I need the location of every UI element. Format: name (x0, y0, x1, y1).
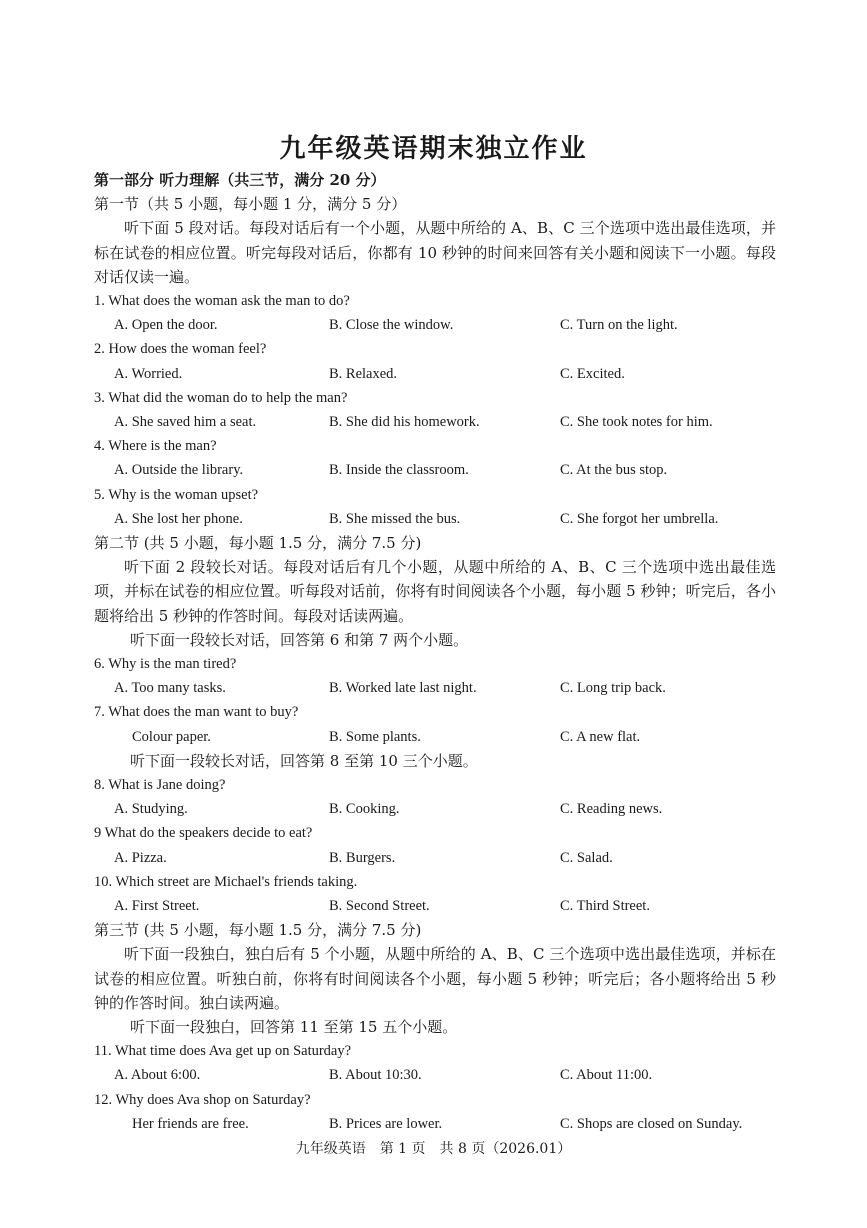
option-c: C. Salad. (560, 849, 613, 866)
part1-heading: 第一部分 听力理解（共三节，满分 20 分） (94, 171, 386, 189)
options-row (94, 894, 776, 918)
options-row (94, 1112, 776, 1136)
options-row (94, 725, 776, 749)
option-c: C. Long trip back. (560, 680, 666, 697)
option-b: B. Burgers. (329, 849, 396, 866)
option-a: Colour paper. (132, 728, 211, 745)
option-c: C. She forgot her umbrella. (560, 510, 719, 527)
option-b: B. Close the window. (329, 317, 454, 334)
question-12 (94, 1088, 776, 1136)
option-b: B. Worked late last night. (329, 680, 477, 697)
option-c: C. About 11:00. (560, 1067, 653, 1084)
option-c: C. At the bus stop. (560, 462, 668, 479)
section1-instructions: 听下面 5 段对话。每段对话后有一个小题，从题中所给的 A、B、C 三个选项中选出最佳选项，并标在试卷的相应位置。听完每段对话后，你都有 10 秒钟的时间来回答有关小题和阅读下一小题。每段对话仅读一遍。 (94, 219, 776, 286)
option-b: B. Second Street. (329, 897, 430, 914)
question-3 (94, 386, 776, 434)
question-text: 9 What do the speakers decide to eat? (94, 825, 313, 842)
options-row (94, 846, 776, 870)
question-text: 4. Where is the man? (94, 438, 217, 455)
options-row (94, 1063, 776, 1087)
section3-instructions: 听下面一段独白，独白后有 5 个小题，从题中所给的 A、B、C 三个选项中选出最佳选项，并标在试卷的相应位置。听独白前，你将有时间阅读各个小题，每小题 5 秒钟；听完后；各小题将给出 5 秒钟的作答时间。独白读两遍。 (94, 945, 776, 1012)
question-text: 8. What is Jane doing? (94, 776, 226, 793)
options-row (94, 362, 776, 386)
section1-heading: 第一节（共 5 小题，每小题 1 分，满分 5 分） (94, 195, 407, 214)
option-a: A. Studying. (114, 801, 188, 818)
option-b: B. Cooking. (329, 801, 400, 818)
question-text: 2. How does the woman feel? (94, 341, 267, 358)
option-a: A. First Street. (114, 897, 200, 914)
question-text: 12. Why does Ava shop on Saturday? (94, 1091, 311, 1108)
option-b: B. Prices are lower. (329, 1115, 443, 1132)
options-row (94, 313, 776, 337)
question-text: 10. Which street are Michael's friends taking. (94, 873, 358, 890)
question-7 (94, 700, 776, 748)
question-text: 1. What does the woman ask the man to do? (94, 293, 350, 310)
option-c: C. Shops are closed on Sunday. (560, 1115, 743, 1132)
options-row (94, 676, 776, 700)
question-text: 5. Why is the woman upset? (94, 486, 259, 503)
question-text: 3. What did the woman do to help the man? (94, 389, 348, 406)
option-c: C. She took notes for him. (560, 414, 713, 430)
option-a: A. Pizza. (114, 849, 167, 866)
options-row (94, 410, 776, 434)
option-b: B. Inside the classroom. (329, 462, 469, 479)
option-a: A. Open the door. (114, 317, 218, 334)
section3-note-1: 听下面一段独白，回答第 11 至第 15 五个小题。 (130, 1017, 458, 1036)
section2-note-1: 听下面一段较长对话，回答第 6 和第 7 两个小题。 (130, 630, 469, 649)
section2-heading: 第二节 (共 5 小题，每小题 1.5 分，满分 7.5 分) (94, 533, 422, 552)
option-a: A. Outside the library. (114, 462, 244, 479)
question-8 (94, 773, 776, 821)
question-text: 7. What does the man want to buy? (94, 704, 299, 721)
option-a: A. Worried. (114, 365, 183, 382)
question-4 (94, 434, 776, 482)
option-a: A. She lost her phone. (114, 510, 243, 527)
option-a: A. She saved him a seat. (114, 414, 257, 430)
option-a: A. Too many tasks. (114, 680, 226, 697)
question-11 (94, 1039, 776, 1087)
option-c: C. Turn on the light. (560, 317, 678, 334)
option-b: B. She did his homework. (329, 414, 480, 430)
option-a: Her friends are free. (132, 1115, 249, 1132)
question-1 (94, 289, 776, 337)
options-row (94, 507, 776, 531)
question-6 (94, 652, 776, 700)
question-text: 11. What time does Ava get up on Saturday? (94, 1043, 352, 1060)
page-title: 九年级英语期末独立作业 (279, 134, 588, 164)
option-b: B. About 10:30. (329, 1067, 422, 1084)
options-row (94, 797, 776, 821)
options-row (94, 458, 776, 482)
question-10 (94, 870, 776, 918)
page-footer: 九年级英语 第 1 页 共 8 页（2026.01） (295, 1141, 572, 1157)
option-c: C. Third Street. (560, 897, 650, 914)
question-2 (94, 337, 776, 385)
question-9 (94, 821, 776, 869)
section2-note-2: 听下面一段较长对话，回答第 8 至第 10 三个小题。 (130, 751, 478, 770)
option-c: C. Excited. (560, 365, 625, 382)
option-b: B. Some plants. (329, 728, 421, 745)
option-c: C. Reading news. (560, 801, 663, 818)
option-a: A. About 6:00. (114, 1067, 201, 1084)
question-5 (94, 483, 776, 531)
option-c: C. A new flat. (560, 728, 641, 745)
section3-heading: 第三节 (共 5 小题，每小题 1.5 分，满分 7.5 分) (94, 921, 422, 940)
exam-content (94, 168, 776, 1136)
section2-instructions: 听下面 2 段较长对话。每段对话后有几个小题，从题中所给的 A、B、C 三个选项中选出最佳选项，并标在试卷的相应位置。听每段对话前，你将有时间阅读各个小题，每小题 5 秒钟；听完后，各小题将给出 5 秒钟的作答时间。每段对话读两遍。 (94, 558, 776, 625)
option-b: B. She missed the bus. (329, 510, 461, 527)
option-b: B. Relaxed. (329, 365, 398, 382)
question-text: 6. Why is the man tired? (94, 655, 237, 672)
